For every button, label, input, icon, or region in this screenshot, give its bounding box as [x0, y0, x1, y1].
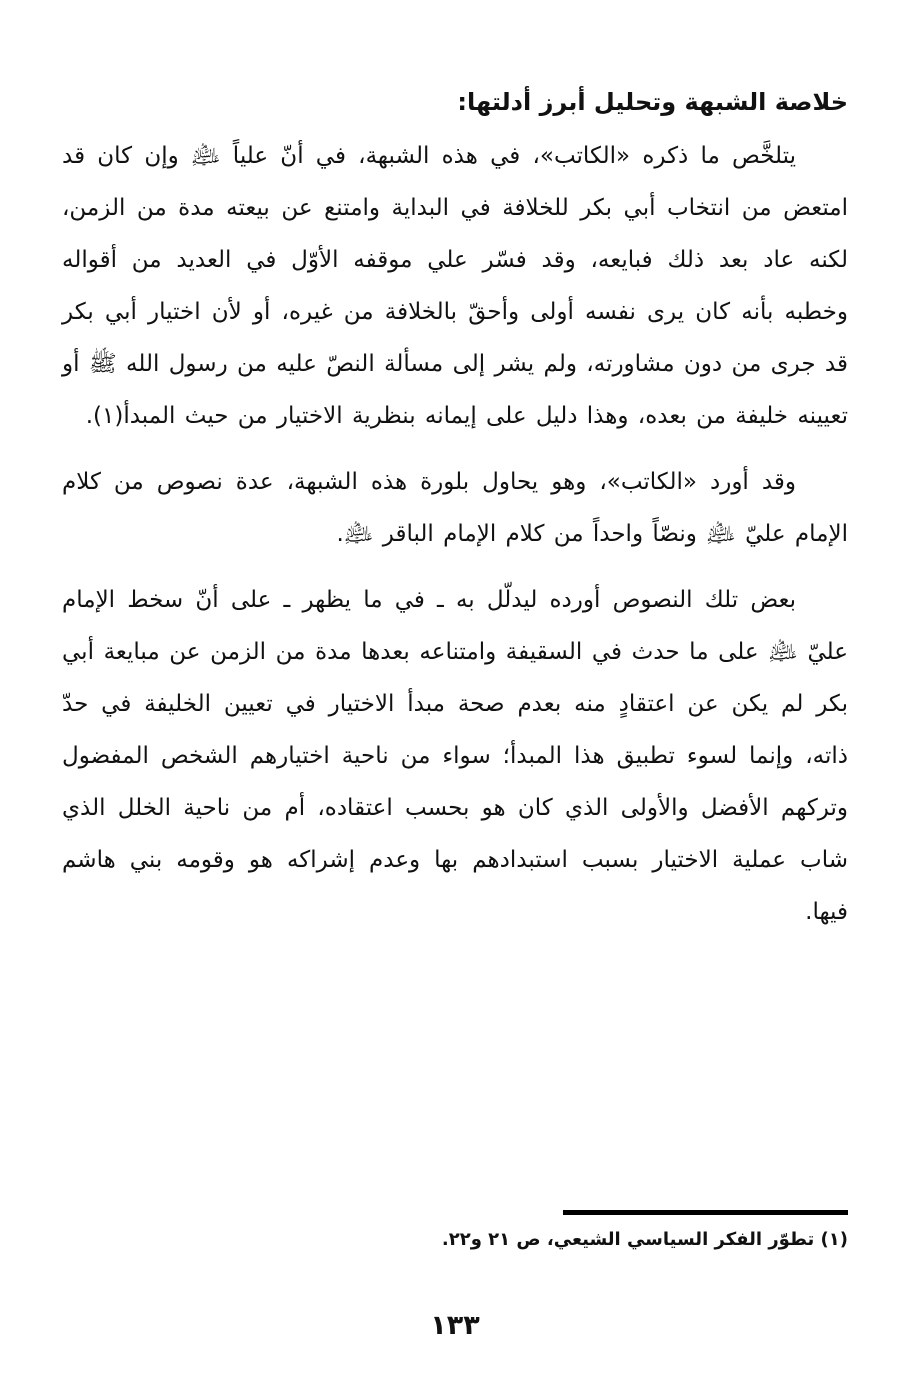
section-heading: خلاصة الشبهة وتحليل أبرز أدلتها:: [457, 88, 848, 116]
footnote-separator-rule: [563, 1210, 848, 1215]
paragraph-3: بعض تلك النصوص أورده ليدلّل به ـ في ما يظهر ـ على أنّ سخط الإمام عليّ ﵇ على ما حدث في السقيفة وامتناعه بعدها مدة من الزمن عن مبايعة أبي بكر لم يكن عن اعتقادٍ منه بعدم صحة مبدأ الاختيار في تعيين الخليفة في حدّ ذاته، وإنما لسوء تطبيق هذا المبدأ؛ سواء من ناحية اختيارهم الشخص المفضول وتركهم الأفضل والأولى الذي كان هو بحسب اعتقاده، أم من ناحية الخلل الذي شاب عملية الاختيار بسبب استبدادهم بها وعدم إشراكه هو وقومه بني هاشم فيها.: [62, 587, 848, 925]
footnote-text: (١) تطوّر الفكر السياسي الشيعي، ص ٢١ و٢٢.: [441, 1229, 848, 1250]
page-number: ١٣٣: [430, 1310, 480, 1341]
footnote-area: [62, 1210, 848, 1255]
paragraph-2: وقد أورد «الكاتب»، وهو يحاول بلورة هذه الشبهة، عدة نصوص من كلام الإمام عليّ ﵇ ونصّاً واحداً من كلام الإمام الباقر ﵇.: [62, 469, 848, 547]
paragraph-1: يتلخَّص ما ذكره «الكاتب»، في هذه الشبهة، في أنّ علياً ﵇ وإن كان قد امتعض من انتخاب أبي بكر للخلافة في البداية وامتنع عن بيعته مدة من الزمن، لكنه عاد بعد ذلك فبايعه، وقد فسّر علي موقفه الأوّل في العديد من أقواله وخطبه بأنه كان يرى نفسه أولى وأحقّ بالخلافة من غيره، أو لأن اختيار أبي بكر قد جرى من دون مشاورته، ولم يشر إلى مسألة النصّ عليه من رسول الله ﷺ أو تعيينه خليفة من بعده، وهذا دليل على إيمانه بنظرية الاختيار من حيث المبدأ(١).: [62, 143, 848, 429]
